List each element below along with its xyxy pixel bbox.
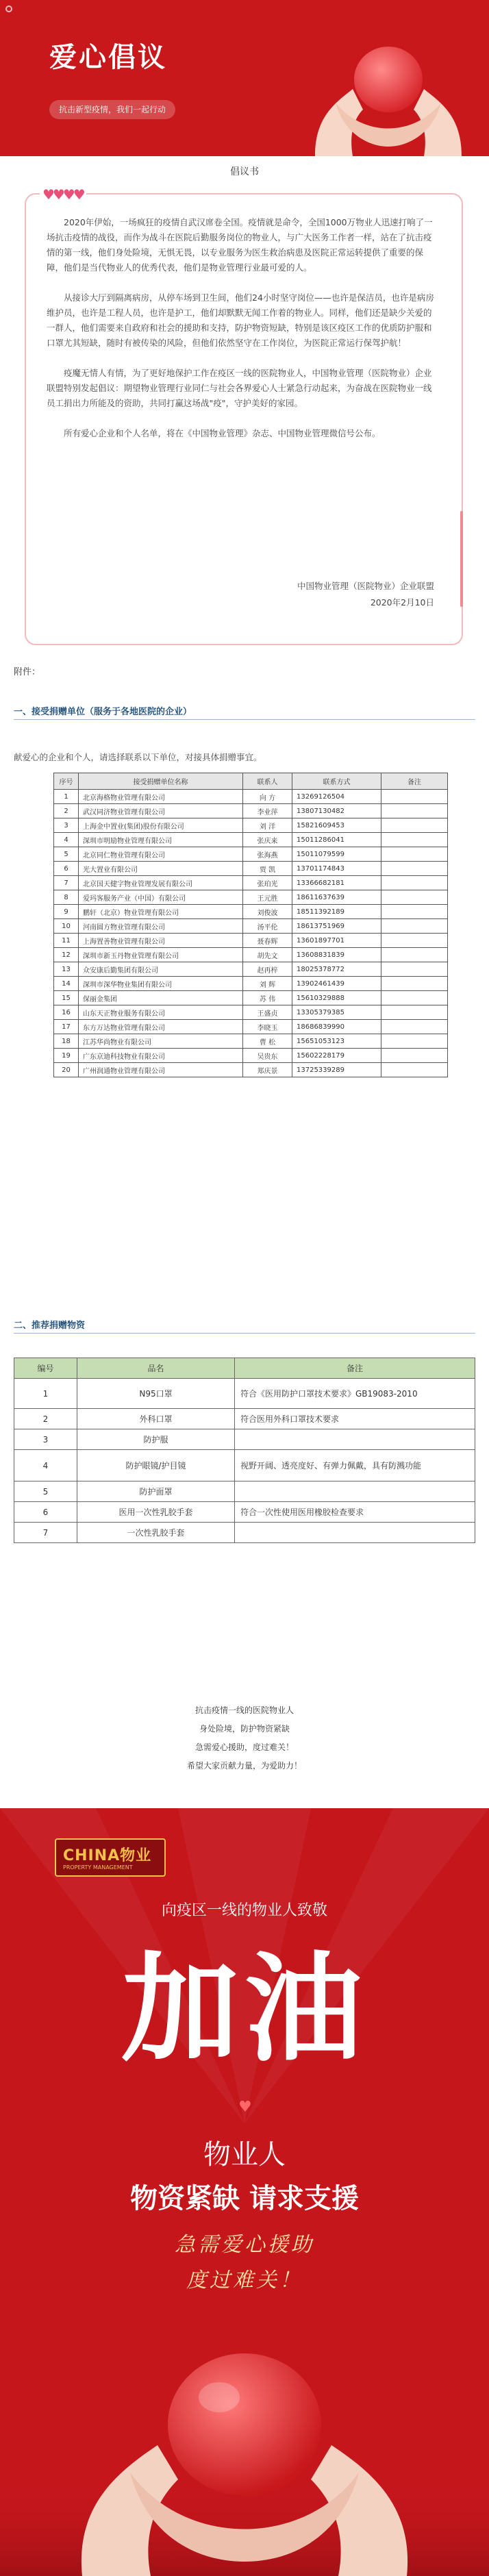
table-cell: 1: [14, 1379, 77, 1409]
table-cell: 18686839990: [292, 1020, 381, 1034]
letter-paragraph: 2020年伊始，一场疯狂的疫情自武汉席卷全国。疫情就是命令，全国1000万物业人迅速打响了一场抗击疫情的战役，而作为战斗在医院后勤服务岗位的物业人，与广大医务工作者一样，站在了抗击疫情的第一线，他们身处险境，无惧无畏，以专业服务为医生救治病患及医院正常运转提供了重要的保障，他们是当代物业人的优秀代表，他们是物业管理行业最可爱的人。: [47, 217, 433, 273]
col-header: 备注: [235, 1358, 475, 1379]
table-cell: 13701174843: [292, 862, 381, 876]
table-cell: 上海置善物业管理有限公司: [79, 934, 243, 948]
table-cell: [235, 1481, 475, 1502]
table-row: [54, 991, 448, 1005]
table-cell: 胡先文: [243, 948, 292, 962]
table-cell: [381, 847, 448, 862]
table-cell: 13: [54, 962, 79, 977]
table-row: [54, 833, 448, 847]
table-cell: 13305379385: [292, 1005, 381, 1020]
call-to-action: [0, 1701, 489, 1775]
table-cell: 武汉同济物业管理有限公司: [79, 804, 243, 818]
support-poster: [0, 1808, 489, 2576]
letter-signature: [297, 578, 434, 611]
table-cell: [381, 1049, 448, 1063]
banner-title: 爱心倡议: [49, 42, 167, 73]
table-row: [54, 905, 448, 919]
table-cell: 众安康后勤集团有限公司: [79, 962, 243, 977]
table-cell: 山东天正物业服务有限公司: [79, 1005, 243, 1020]
table-cell: 张庆来: [243, 833, 292, 847]
letter-paragraph: 疫魔无情人有情，为了更好地保护工作在疫区一线的医院物业人，中国物业管理（医院物业）企业联盟特别发起倡议：期望物业管理行业同仁与社会各界爱心人士紧急行动起来，为奋战在医院物业一线员工捐出力所能及的资助，共同打赢这场战"疫"，守护美好的家园。: [47, 368, 432, 408]
attachment-label: 附件：: [14, 667, 41, 677]
section1-note: 献爱心的企业和个人，请选择联系以下单位，对接具体捐赠事宜。: [14, 752, 262, 762]
table-row: [54, 1005, 448, 1020]
signer-name: 中国物业管理（医院物业）企业联盟: [297, 581, 434, 591]
table-row: [54, 1020, 448, 1034]
table-cell: 13366682181: [292, 876, 381, 890]
letter-date: 2020年2月10日: [370, 597, 434, 608]
table-cell: [381, 804, 448, 818]
col-header: 序号: [54, 773, 79, 790]
table-cell: [381, 948, 448, 962]
table-cell: 北京海格物业管理有限公司: [79, 790, 243, 804]
table-cell: 一次性乳胶手套: [77, 1523, 235, 1543]
table-cell: 20: [54, 1063, 79, 1077]
section1-divider: [14, 719, 475, 720]
table-cell: 15011286041: [292, 833, 381, 847]
table-cell: 刘 洋: [243, 818, 292, 833]
poster-cheer-text: 加油: [121, 1939, 368, 2078]
table-cell: [381, 905, 448, 919]
table-cell: 1: [54, 790, 79, 804]
col-header: 联系方式: [292, 773, 381, 790]
table-cell: 9: [54, 905, 79, 919]
table-cell: 刘 辉: [243, 977, 292, 991]
poster-line-2: 物资紧缺 请求支援: [130, 2183, 359, 2214]
table-cell: 防护面罩: [77, 1481, 235, 1502]
section2-title: 二、推荐捐赠物资: [14, 1321, 86, 1331]
table-cell: [381, 862, 448, 876]
table-cell: [381, 790, 448, 804]
table-cell: [381, 833, 448, 847]
table-cell: 曹 松: [243, 1034, 292, 1049]
table-cell: [381, 1020, 448, 1034]
table-row: [14, 1379, 475, 1409]
table-header-row: [14, 1358, 475, 1379]
table-cell: 符合一次性使用医用橡胶检查要求: [235, 1502, 475, 1523]
table-row: [54, 847, 448, 862]
poster-line-1: 物业人: [203, 2139, 286, 2171]
table-row: [54, 1063, 448, 1077]
table-cell: 外科口罩: [77, 1409, 235, 1429]
col-header: 联系人: [243, 773, 292, 790]
table-cell: 王元胜: [243, 890, 292, 905]
table-row: [54, 818, 448, 833]
table-cell: 深圳市新玉丹物业管理有限公司: [79, 948, 243, 962]
table-cell: 深圳市明励物业管理有限公司: [79, 833, 243, 847]
table-cell: 12: [54, 948, 79, 962]
proposal-letter-card: [25, 186, 463, 645]
table-cell: 江苏华尚物业有限公司: [79, 1034, 243, 1049]
poster-salute: 向疫区一线的物业人致敬: [161, 1902, 327, 1919]
table-row: [54, 862, 448, 876]
table-cell: 3: [54, 818, 79, 833]
letter-title: 倡议书: [230, 166, 259, 177]
table-cell: 18: [54, 1034, 79, 1049]
table-cell: 15651053123: [292, 1034, 381, 1049]
table-cell: [381, 991, 448, 1005]
table-cell: N95口罩: [77, 1379, 235, 1409]
table-cell: 保丽金集团: [79, 991, 243, 1005]
table-cell: 广州润通物业管理有限公司: [79, 1063, 243, 1077]
table-cell: 15610329888: [292, 991, 381, 1005]
table-row: [14, 1481, 475, 1502]
table-cell: 深圳市深华物业集团有限公司: [79, 977, 243, 991]
table-cell: 视野开阔、透亮度好、有弹力佩戴，具有防溅功能: [235, 1450, 475, 1481]
table-cell: 15821609453: [292, 818, 381, 833]
table-row: [54, 934, 448, 948]
table-row: [14, 1409, 475, 1429]
table-cell: 北京同仁物业管理有限公司: [79, 847, 243, 862]
table-cell: [235, 1523, 475, 1543]
table-cell: 4: [14, 1450, 77, 1481]
table-row: [54, 1034, 448, 1049]
table-cell: [235, 1429, 475, 1450]
banner-subtitle-pill: 抗击新型疫情，我们一起行动: [49, 100, 175, 119]
section2-divider: [14, 1333, 475, 1334]
table-cell: 防护服: [77, 1429, 235, 1450]
supplies-table-body: [14, 1379, 475, 1543]
table-cell: [381, 1034, 448, 1049]
hands-holding-heart-icon: [0, 2301, 489, 2576]
table-cell: 汤平伦: [243, 919, 292, 934]
table-cell: 15602228179: [292, 1049, 381, 1063]
table-cell: 李晓玉: [243, 1020, 292, 1034]
table-cell: 苏 伟: [243, 991, 292, 1005]
table-row: [14, 1502, 475, 1523]
table-cell: 6: [54, 862, 79, 876]
cta-line: 抗击疫情一线的医院物业人: [195, 1705, 294, 1715]
table-cell: 7: [14, 1523, 77, 1543]
letter-body: [47, 215, 438, 456]
logo-text: CHINA物业: [63, 1847, 152, 1864]
table-cell: 13269126504: [292, 790, 381, 804]
table-row: [54, 804, 448, 818]
recipient-table: [53, 773, 448, 1077]
table-cell: 18025378772: [292, 962, 381, 977]
table-cell: 赵再梓: [243, 962, 292, 977]
table-cell: 13601897701: [292, 934, 381, 948]
header-banner: [0, 0, 489, 156]
table-cell: 东方万达物业管理有限公司: [79, 1020, 243, 1034]
table-cell: 13902461439: [292, 977, 381, 991]
letter-side-accent: [460, 511, 463, 607]
table-cell: 北京国天健字物业管理发展有限公司: [79, 876, 243, 890]
table-cell: [381, 1063, 448, 1077]
col-header: 品名: [77, 1358, 235, 1379]
table-cell: 光大置业有限公司: [79, 862, 243, 876]
table-cell: 2: [54, 804, 79, 818]
table-cell: 15: [54, 991, 79, 1005]
table-cell: 河南圆方物业管理有限公司: [79, 919, 243, 934]
cta-line: 急需爱心援助，度过难关！: [195, 1742, 294, 1752]
table-cell: [381, 890, 448, 905]
table-cell: 医用一次性乳胶手套: [77, 1502, 235, 1523]
table-row: [54, 977, 448, 991]
table-cell: 5: [14, 1481, 77, 1502]
supplies-table: [14, 1358, 475, 1543]
letter-paragraph: 所有爱心企业和个人名单，将在《中国物业管理》杂志、中国物业管理微信号公布。: [64, 428, 381, 438]
table-row: [54, 919, 448, 934]
table-cell: 刘俊波: [243, 905, 292, 919]
table-cell: 13807130482: [292, 804, 381, 818]
table-cell: 18613751969: [292, 919, 381, 934]
table-cell: 吴贵东: [243, 1049, 292, 1063]
cta-line: 希望大家贡献力量，为爱助力！: [186, 1761, 302, 1771]
table-cell: 8: [54, 890, 79, 905]
col-header: 编号: [14, 1358, 77, 1379]
table-cell: 向 方: [243, 790, 292, 804]
table-cell: 13725339289: [292, 1063, 381, 1077]
table-row: [14, 1523, 475, 1543]
table-cell: 聂春辉: [243, 934, 292, 948]
poster-line-4: 度过难关！: [186, 2268, 303, 2292]
table-row: [54, 790, 448, 804]
table-cell: 14: [54, 977, 79, 991]
table-cell: 17: [54, 1020, 79, 1034]
table-cell: 广东京迪科技物业有限公司: [79, 1049, 243, 1063]
heart-icon: ♥: [238, 2099, 252, 2116]
table-cell: [381, 934, 448, 948]
table-row: [14, 1450, 475, 1481]
hands-holding-heart-icon: [288, 0, 489, 156]
table-cell: 6: [14, 1502, 77, 1523]
col-header: 接受捐赠单位名称: [79, 773, 243, 790]
table-cell: 11: [54, 934, 79, 948]
table-cell: 5: [54, 847, 79, 862]
table-cell: [381, 876, 448, 890]
table-row: [54, 962, 448, 977]
table-cell: 鹏轩（北京）物业管理有限公司: [79, 905, 243, 919]
table-row: [14, 1429, 475, 1450]
table-row: [54, 876, 448, 890]
table-cell: 符合《医用防护口罩技术要求》GB19083-2010: [235, 1379, 475, 1409]
recipient-table-body: [54, 790, 448, 1077]
table-cell: 7: [54, 876, 79, 890]
table-cell: [381, 962, 448, 977]
table-cell: 爱玛客服务产业（中国）有限公司: [79, 890, 243, 905]
table-header-row: [54, 773, 448, 790]
hearts-decoration-icon: ♥♥♥♥: [40, 186, 86, 203]
table-cell: 张海燕: [243, 847, 292, 862]
table-cell: [381, 1005, 448, 1020]
table-cell: 上海金中置业(集团)股份有限公司: [79, 818, 243, 833]
table-row: [54, 890, 448, 905]
table-cell: 防护眼镜/护目镜: [77, 1450, 235, 1481]
table-cell: 19: [54, 1049, 79, 1063]
table-cell: 16: [54, 1005, 79, 1020]
table-cell: [381, 919, 448, 934]
table-cell: 2: [14, 1409, 77, 1429]
table-cell: 李业萍: [243, 804, 292, 818]
table-cell: 符合医用外科口罩技术要求: [235, 1409, 475, 1429]
table-cell: 3: [14, 1429, 77, 1450]
table-row: [54, 1049, 448, 1063]
china-property-logo: [55, 1838, 166, 1877]
banner-decoration-circle: [5, 5, 12, 12]
logo-subtext: PROPERTY MANAGEMENT: [63, 1864, 133, 1871]
table-cell: 郑庆景: [243, 1063, 292, 1077]
table-cell: [381, 818, 448, 833]
table-cell: 4: [54, 833, 79, 847]
cta-line: 身处险境，防护物资紧缺: [199, 1724, 290, 1734]
table-cell: 张珀光: [243, 876, 292, 890]
table-cell: 13608831839: [292, 948, 381, 962]
table-cell: 王盛贞: [243, 1005, 292, 1020]
table-cell: 18511392189: [292, 905, 381, 919]
table-cell: 贾 凯: [243, 862, 292, 876]
table-cell: 15011079599: [292, 847, 381, 862]
table-cell: 10: [54, 919, 79, 934]
table-row: [54, 948, 448, 962]
table-cell: [381, 977, 448, 991]
col-header: 备注: [381, 773, 448, 790]
letter-paragraph: 从接诊大厅到隔离病房，从停车场到卫生间，他们24小时坚守岗位——也许是保洁员，也许是病房维护员，也许是工程人员，也许是护工，他们却默默无闻工作着的物业人。同样，他们还是缺少关爱的一群人，他们需要来自政府和社会的援助和支持，防护物资短缺，特别是该区疫区工作的优质防护服和口罩尤其短缺，随时有被传染的风险，但他们依然坚守在工作岗位，为医院正常运行保驾护航！: [47, 292, 434, 348]
poster-line-3: 急需爱心援助: [175, 2233, 314, 2257]
table-cell: 18611637639: [292, 890, 381, 905]
section1-title: 一、接受捐赠单位（服务于各地医院的企业）: [14, 707, 192, 717]
